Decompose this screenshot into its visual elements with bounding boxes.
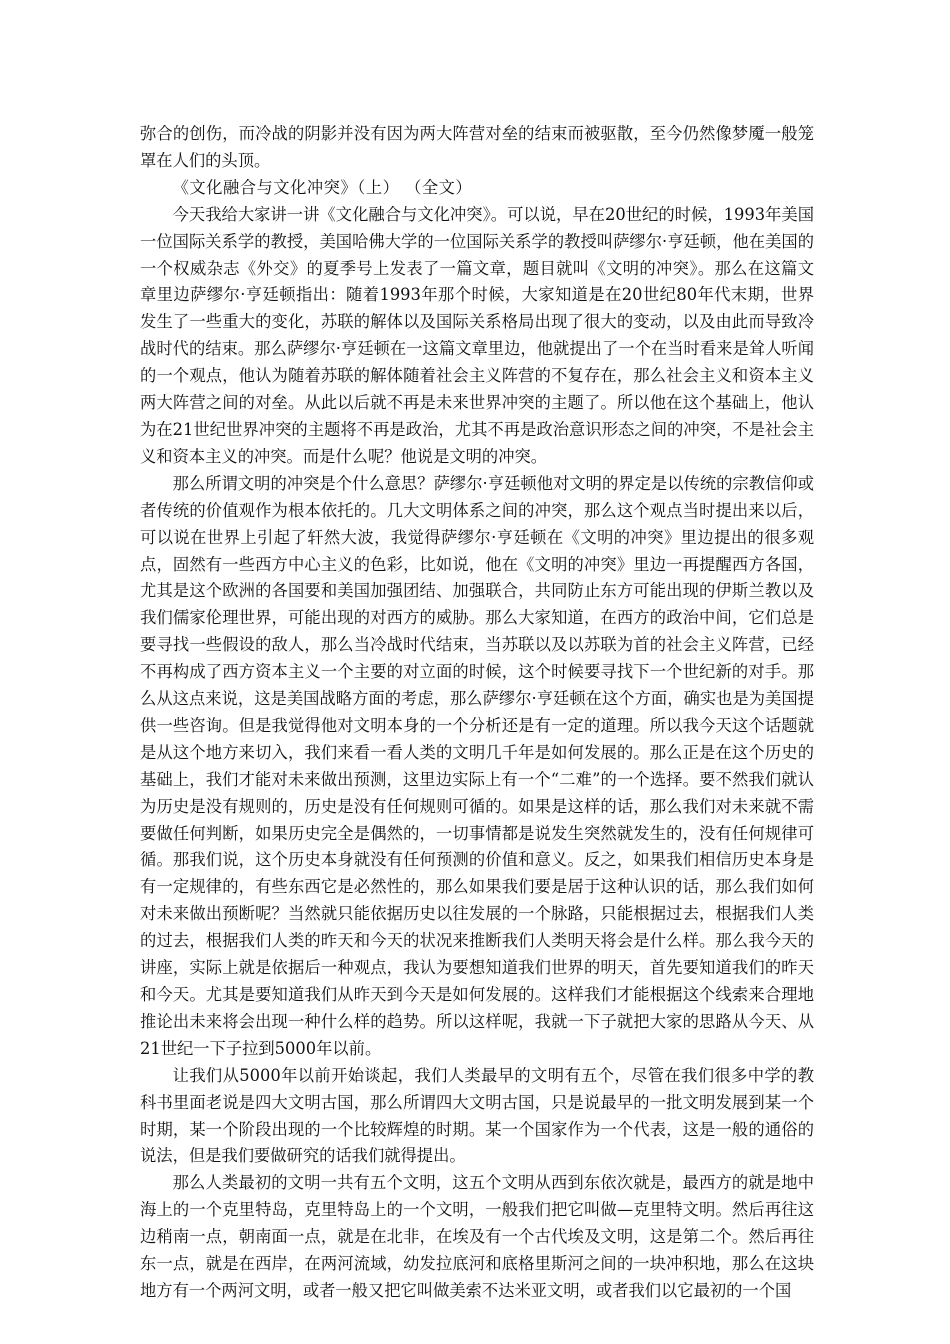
- paragraph-five-civilizations: 那么人类最初的文明一共有五个文明，这五个文明从西到东依次就是，最西方的就是地中海上的一个克里特岛，克里特岛上的一个文明，一般我们把它叫做—克里特文明。然后再往这边稍南一点，朝南面一点，就是在北非，在埃及有一个古代埃及文明，这是第二个。然后再往东一点，就是在西岸，在两河流域，幼发拉底河和底格里斯河之间的一块冲积地，那么在这块地方有一个两河文明，或者一般又把它叫做美索不达米亚文明，或者我们以它最初的一个国: [140, 1173, 814, 1300]
- lecture-title: 《文化融合与文化冲突》（上） （全文）: [172, 177, 473, 197]
- paragraph-5000-years: 让我们从5000年以前开始谈起，我们人类最早的文明有五个，尽管在我们很多中学的教科书里面老说是四大文明古国，那么所谓四大文明古国，只是说最早的一批文明发展到某一个时期，某一个阶段出现的一个比较辉煌的时期。某一个国家作为一个代表，这是一般的通俗的说法，但是我们要做研究的话我们就得提出。: [140, 1065, 814, 1166]
- paragraph-intro: 今天我给大家讲一讲《文化融合与文化冲突》。可以说，早在20世纪的时候，1993年美国一位国际关系学的教授，美国哈佛大学的一位国际关系学的教授叫萨缪尔·亨廷顿，他在美国的一个权威杂志《外交》的夏季号上发表了一篇文章，题目就叫《文明的冲突》。那么在这篇文章里边萨缪尔·亨廷顿指出：随着1993年那个时候，大家知道是在20世纪80年代末期，世界发生了一些重大的变化，苏联的解体以及国际关系格局出现了很大的变动，以及由此而导致冷战时代的结束。那么萨缪尔·亨廷顿在一这篇文章里边，他就提出了一个在当时看来是耸人听闻的一个观点，他认为随着苏联的解体随着社会主义阵营的不复存在，那么社会主义和资本主义两大阵营之间的对垒。从此以后就不再是未来世界冲突的主题了。所以他在这个基础上，他认为在21世纪世界冲突的主题将不再是政治，尤其不再是政治意识形态之间的冲突，不是社会主义和资本主义的冲突。而是什么呢？他说是文明的冲突。: [140, 204, 814, 466]
- paragraph-clash-meaning: 那么所谓文明的冲突是个什么意思？萨缪尔·亨廷顿他对文明的界定是以传统的宗教信仰或者传统的价值观作为根本依托的。几大文明体系之间的冲突，那么这个观点当时提出来以后，可以说在世界上引起了轩然大波，我觉得萨缪尔·亨廷顿在《文明的冲突》里边提出的很多观点，固然有一些西方中心主义的色彩，比如说，他在《文明的冲突》里边一再提醒西方各国，尤其是这个欧洲的各国要和美国加强团结、加强联合，共同防止东方可能出现的伊斯兰教以及我们儒家伦理世界，可能出现的对西方的威胁。那么大家知道，在西方的政治中间，它们总是要寻找一些假设的敌人，那么当冷战时代结束，当苏联以及以苏联为首的社会主义阵营，已经不再构成了西方资本主义一个主要的对立面的时候，这个时候要寻找下一个世纪新的对手。那么从这点来说，这是美国战略方面的考虑，那么萨缪尔·亨廷顿在这个方面，确实也是为美国提供一些咨询。但是我觉得他对文明本身的一个分析还是有一定的道理。所以我今天这个话题就是从这个地方来切入，我们来看一看人类的文明几千年是如何发展的。那么正是在这个历史的基础上，我们才能对未来做出预测，这里边实际上有一个“二难”的一个选择。要不然我们就认为历史是没有规则的，历史是没有任何规则可循的。如果是这样的话，那么我们对未来就不需要做任何判断，如果历史完全是偶然的，一切事情都是说发生突然就发生的，没有任何规律可循。那我们说，这个历史本身就没有任何预测的价值和意义。反之，如果我们相信历史本身是有一定规律的，有些东西它是必然性的，那么如果我们要是居于这种认识的话，那么我们如何对未来做出预断呢？当然就只能依据历史以往发展的一个脉路，只能根据过去，根据我们人类的过去，根据我们人类的昨天和今天的状况来推断我们人类明天将会是什么样。那么我今天的讲座，实际上就是依据后一种观点，我认为要想知道我们世界的明天，首先要知道我们的昨天和今天。尤其是要知道我们从昨天到今天是如何发展的。这样我们才能根据这个线索来合理地推论出未来将会出现一种什么样的趋势。所以这样呢，我就一下子就把大家的思路从今天、从21世纪一下子拉到5000年以前。: [140, 473, 814, 1058]
- paragraph-continuation: 弥合的创伤，而冷战的阴影并没有因为两大阵营对垒的结束而被驱散，至今仍然像梦魇一般笼罩在人们的头顶。: [140, 124, 814, 170]
- document-page: [140, 121, 814, 1305]
